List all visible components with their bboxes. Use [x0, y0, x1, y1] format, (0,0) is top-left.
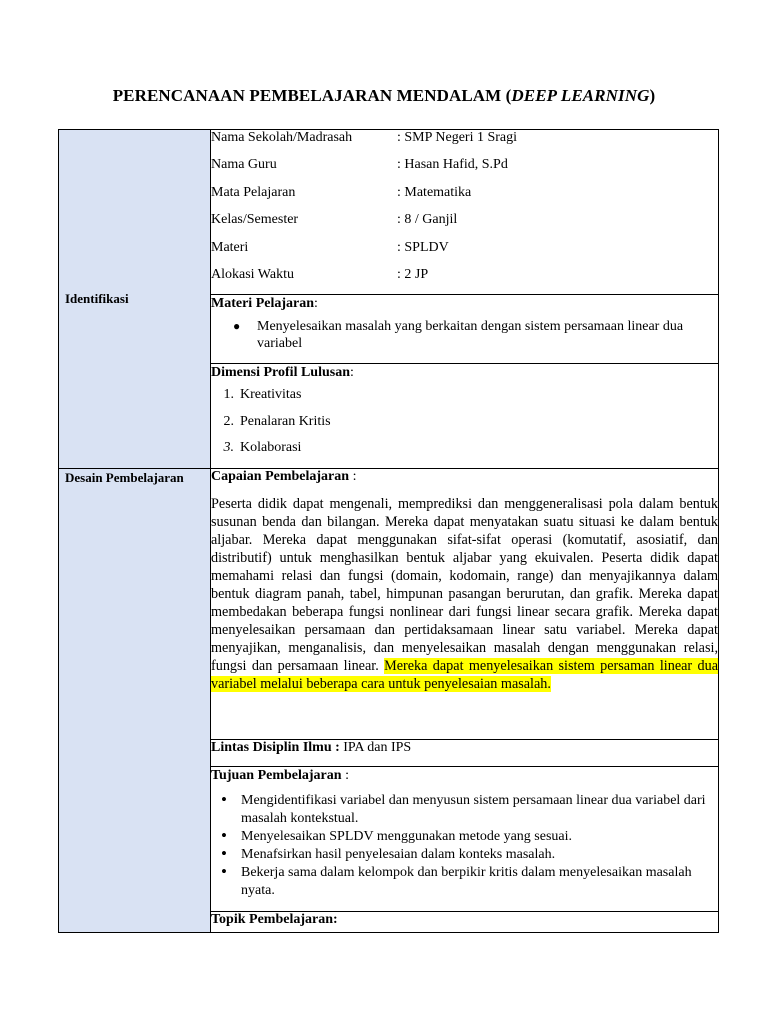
title-suffix: ) — [649, 86, 656, 105]
tujuan-list — [211, 792, 718, 900]
field-row — [211, 185, 718, 212]
dimensi-list — [211, 387, 718, 467]
topik-heading: Topik Pembelajaran: — [211, 912, 338, 928]
field-row — [211, 267, 718, 294]
dimensi-heading-colon: : — [350, 365, 354, 381]
field-key: Nama Sekolah/Madrasah — [211, 130, 353, 145]
field-value: : 2 JP — [397, 266, 429, 282]
list-text: Kreativitas — [240, 387, 302, 403]
capaian-cell — [211, 469, 719, 740]
tujuan-heading-text: Tujuan Pembelajaran — [211, 768, 342, 784]
dimensi-heading — [211, 365, 718, 381]
dimensi-heading-text: Dimensi Profil Lulusan — [211, 365, 350, 381]
list-item: • Menafsirkan hasil penyelesaian dalam konteks masalah. — [241, 846, 718, 864]
list-number: 2. — [223, 413, 234, 429]
list-item: • Mengidentifikasi variabel dan menyusun sistem persamaan linear dua variabel dari masalah kontekstual. — [241, 792, 718, 828]
field-value: : SMP Negeri 1 Sragi — [397, 130, 518, 145]
capaian-highlighted-text: Mereka dapat menyelesaikan sistem persaman linear dua variabel melalui beberapa cara untuk penyelesaian masalah. — [211, 658, 719, 693]
capaian-heading — [211, 469, 718, 485]
list-text: Kolaborasi — [240, 440, 302, 456]
title-italic: DEEP LEARNING — [511, 86, 650, 105]
plan-table — [58, 129, 719, 933]
list-item — [211, 414, 718, 441]
field-row — [211, 157, 718, 184]
capaian-heading-colon: : — [349, 469, 357, 485]
lintas-value: IPA dan IPS — [339, 740, 412, 756]
desain-label-cell — [59, 469, 211, 933]
tujuan-heading-colon: : — [341, 768, 349, 784]
field-row — [211, 130, 718, 157]
lintas-heading: Lintas Disiplin Ilmu : — [211, 740, 340, 756]
materi-heading — [211, 296, 718, 312]
lintas-cell — [211, 740, 719, 767]
field-value: : Hasan Hafid, S.Pd — [397, 157, 508, 173]
topik-cell — [211, 912, 719, 933]
list-number: 1. — [223, 387, 234, 403]
field-key: Materi — [211, 239, 249, 255]
field-value: : Matematika — [397, 184, 472, 200]
list-item: • Bekerja sama dalam kelompok dan berpikir kritis dalam menyelesaikan masalah nyata. — [241, 864, 718, 900]
field-row — [211, 240, 718, 267]
document-title — [0, 86, 768, 106]
identifikasi-label-cell — [59, 130, 211, 469]
capaian-paragraph — [211, 495, 718, 693]
identity-fields-cell — [211, 130, 719, 295]
list-number: 3. — [223, 440, 234, 456]
materi-cell — [211, 295, 719, 364]
field-value: : SPLDV — [397, 239, 449, 255]
tujuan-heading — [211, 768, 718, 784]
title-prefix: PERENCANAAN PEMBELAJARAN MENDALAM ( — [112, 86, 512, 105]
field-row — [211, 212, 718, 239]
list-item: • Menyelesaikan SPLDV menggunakan metode yang sesuai. — [241, 828, 718, 846]
identity-row — [59, 130, 719, 295]
identifikasi-label: Identifikasi — [65, 291, 129, 307]
materi-heading-colon: : — [314, 296, 318, 312]
desain-label: Desain Pembelajaran — [65, 470, 184, 486]
capaian-heading-text: Capaian Pembelajaran — [211, 469, 350, 485]
field-key: Alokasi Waktu — [211, 266, 294, 282]
list-text: Penalaran Kritis — [240, 413, 331, 429]
field-key: Mata Pelajaran — [211, 184, 296, 200]
materi-list — [211, 318, 718, 352]
dimensi-cell — [211, 364, 719, 469]
capaian-text: Peserta didik dapat mengenali, memprediksi dan menggeneralisasi pola dalam bentuk susunan benda dan bilangan. Mereka dapat menyatakan suatu situasi ke dalam bentuk aljabar. Mereka dapat menggunakan sifat-sifat operasi (komutatif, asosiatif, dan distributif) untuk menghasilkan bentuk aljabar yang ekuivalen. Peserta didik dapat memahami relasi dan fungsi (domain, kodomain, range) dan menyajikannya dalam bentuk diagram panah, tabel, himpunan pasangan berurutan, dan grafik. Mereka dapat membedakan beberapa fungsi nonlinear dari fungsi linear secara grafik. Mereka dapat menyelesaikan persamaan dan pertidaksamaan linear satu variabel. Mereka dapat menyajikan, menganalisis, dan menyelesaikan masalah dengan menggunakan relasi, fungsi dan persamaan linear. — [211, 496, 718, 675]
field-key: Nama Guru — [211, 157, 277, 173]
list-item — [211, 387, 718, 414]
field-value: : 8 / Ganjil — [397, 212, 458, 228]
tujuan-cell — [211, 767, 719, 912]
list-item — [211, 440, 718, 467]
list-item: ● Menyelesaikan masalah yang berkaitan dengan sistem persamaan linear dua variabel — [257, 318, 718, 352]
materi-heading-text: Materi Pelajaran — [211, 296, 315, 312]
capaian-row — [59, 469, 719, 740]
field-key: Kelas/Semester — [211, 212, 299, 228]
